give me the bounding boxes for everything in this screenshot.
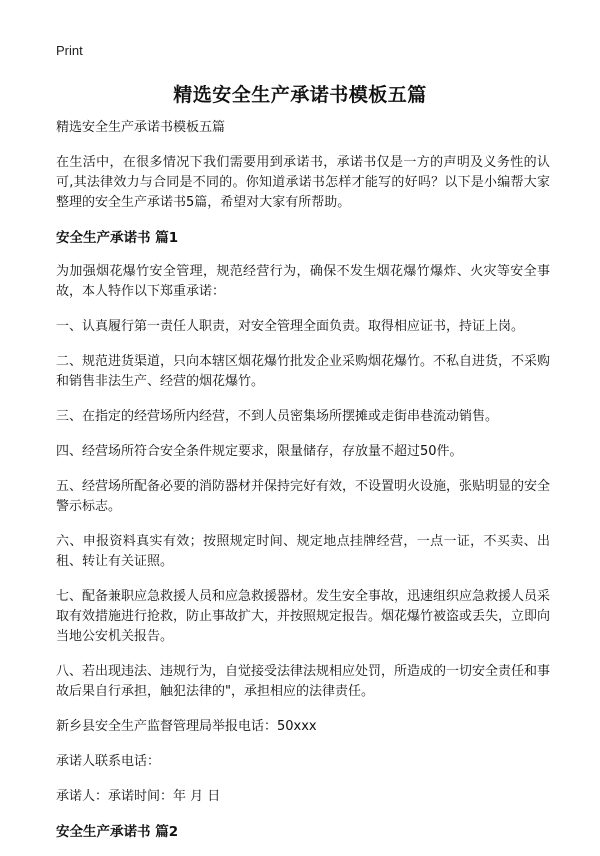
pledge-item: 四、经营场所符合安全条件规定要求，限量储存，存放量不超过50件。	[56, 444, 463, 459]
pledge-item: 五、经营场所配备必要的消防器材并保持完好有效，不设置明火设施，张贴明显的安全警示标志。	[56, 479, 551, 514]
print-link[interactable]: Print	[56, 43, 83, 58]
section-heading-1: 安全生产承诺书 篇1	[56, 230, 179, 246]
pledge-item: 六、申报资料真实有效；按照规定时间、规定地点挂牌经营，一点一证，不买卖、出租、转让有关证照。	[56, 534, 550, 569]
page-title: 精选安全生产承诺书模板五篇	[173, 84, 427, 106]
pledge-item: 八、若出现违法、违规行为，自觉接受法律法规相应处罚，所造成的一切安全责任和事故后果自行承担，触犯法律的"，承担相应的法律责任。	[56, 664, 551, 699]
article-body	[56, 118, 550, 856]
signature-line: 承诺人：承诺时间：年 月 日	[56, 789, 221, 804]
intro-paragraph: 在生活中，在很多情况下我们需要用到承诺书，承诺书仅是一方的声明及义务性的认可,其法律效力与合同是不同的。你知道承诺书怎样才能写的好吗？以下是小编帮大家整理的安全生产承诺书5篇，希望对大家有所帮助。	[56, 155, 550, 210]
hotline-line: 新乡县安全生产监督管理局举报电话：50xxx	[56, 719, 317, 734]
article-subtitle: 精选安全生产承诺书模板五篇	[56, 120, 226, 135]
pledge-item: 一、认真履行第一责任人职责，对安全管理全面负责。取得相应证书，持证上岗。	[56, 319, 525, 334]
contact-line: 承诺人联系电话：	[56, 754, 161, 769]
preamble-paragraph: 为加强烟花爆竹安全管理，规范经营行为，确保不发生烟花爆竹爆炸、火灾等安全事故，本人特作以下郑重承诺：	[56, 264, 550, 299]
section-heading-2: 安全生产承诺书 篇2	[56, 824, 179, 840]
pledge-item: 三、在指定的经营场所内经营，不到人员密集场所摆摊或走街串巷流动销售。	[56, 409, 499, 424]
pledge-item: 二、规范进货渠道，只向本辖区烟花爆竹批发企业采购烟花爆竹。不私自进货，不采购和销售非法生产、经营的烟花爆竹。	[56, 354, 551, 389]
pledge-item: 七、配备兼职应急救援人员和应急救援器材。发生安全事故，迅速组织应急救援人员采取有效措施进行抢救，防止事故扩大，并按照规定报告。烟花爆竹被盗或丢失，立即向当地公安机关报告。	[56, 589, 551, 644]
